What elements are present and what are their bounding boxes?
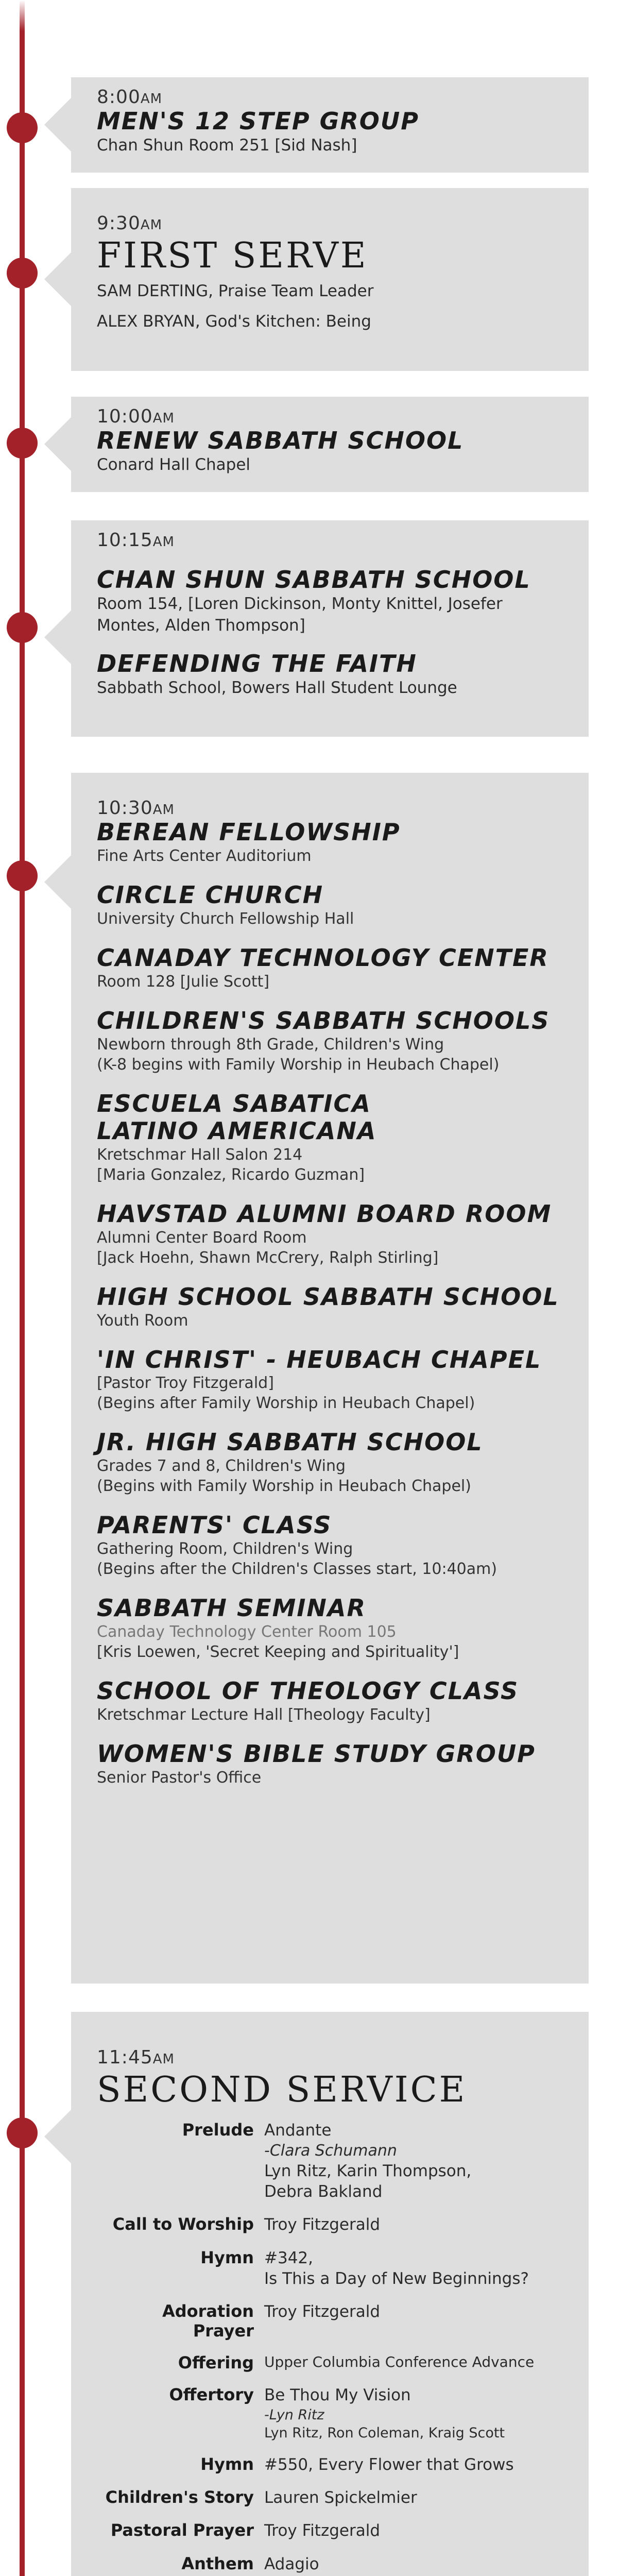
event-detail: Grades 7 and 8, Children's Wing (97, 1457, 346, 1476)
event-detail: Kretschmar Hall Salon 214 (97, 1145, 303, 1164)
order-label: Offering (178, 2353, 254, 2373)
event-detail: (Begins after Family Worship in Heubach Chapel) (97, 1394, 475, 1413)
order-value: Lauren Spickelmier (264, 2488, 417, 2507)
event-detail: [Pastor Troy Fitzgerald] (97, 1374, 274, 1393)
order-value: Troy Fitzgerald (264, 2302, 381, 2321)
event-detail: Chan Shun Room 251 [Sid Nash] (97, 136, 357, 155)
event-detail: Kretschmar Lecture Hall [Theology Faculty] (97, 1705, 431, 1724)
event-detail: [Maria Gonzalez, Ricardo Guzman] (97, 1165, 365, 1184)
event-title: 'IN CHRIST' - HEUBACH CHAPEL (97, 1345, 542, 1374)
schedule-card-1030am (71, 773, 589, 1984)
event-title: ESCUELA SABATICA (97, 1089, 371, 1117)
order-of-service (97, 2120, 568, 2576)
event-detail: [Kris Loewen, 'Secret Keeping and Spirituality'] (97, 1643, 459, 1662)
timeline-dot (7, 612, 38, 643)
event-detail: Senior Pastor's Office (97, 1768, 262, 1787)
order-value: Troy Fitzgerald (264, 2215, 381, 2234)
order-label: Anthem (181, 2553, 254, 2573)
event-title: CHAN SHUN SABBATH SCHOOL (97, 566, 531, 594)
schedule-card-1015am (71, 520, 589, 737)
order-value: Adagio (264, 2554, 319, 2573)
schedule-card-1145am (71, 2012, 589, 2576)
event-detail: (K-8 begins with Family Worship in Heubach Chapel) (97, 1055, 500, 1074)
event-detail: Canaday Technology Center Room 105 (97, 1623, 397, 1641)
order-value: Andante -Clara Schumann Lyn Ritz, Karin Thompson, Debra Bakland (264, 2121, 472, 2201)
event-title: DEFENDING THE FAITH (97, 649, 417, 677)
order-value: Be Thou My Vision -Lyn Ritz Lyn Ritz, Ron Coleman, Kraig Scott (264, 2386, 505, 2441)
event-detail: Youth Room (97, 1311, 188, 1330)
event-detail: Fine Arts Center Auditorium (97, 847, 312, 866)
event-title: CANADAY TECHNOLOGY CENTER (97, 944, 549, 972)
timeline-dot (7, 2117, 38, 2148)
schedule-card-930am (71, 188, 589, 371)
event-title: JR. HIGH SABBATH SCHOOL (97, 1428, 483, 1456)
time-label: 8:00AM (97, 87, 163, 108)
order-label: Prelude (182, 2120, 254, 2140)
event-detail: SAM DERTING, Praise Team Leader (97, 281, 374, 300)
order-value: #342, Is This a Day of New Beginnings? (264, 2248, 529, 2289)
event-title: PARENTS' CLASS (97, 1511, 332, 1539)
timeline-dot (7, 860, 38, 891)
time-label: 9:30AM (97, 213, 163, 234)
event-detail: [Jack Hoehn, Shawn McCrery, Ralph Stirling] (97, 1248, 439, 1267)
order-label: Children's Story (105, 2487, 254, 2507)
event-detail: Newborn through 8th Grade, Children's Wing (97, 1035, 444, 1054)
event-detail: Alumni Center Board Room (97, 1228, 307, 1247)
event-title: HIGH SCHOOL SABBATH SCHOOL (97, 1282, 559, 1311)
event-title: FIRST SERVE (97, 235, 368, 277)
event-detail: (Begins after the Children's Classes start, 10:40am) (97, 1560, 497, 1579)
timeline-dot (7, 258, 38, 289)
timeline-line (20, 0, 25, 2576)
event-title: WOMEN'S BIBLE STUDY GROUP (97, 1739, 536, 1768)
order-label: Pastoral Prayer (110, 2520, 254, 2540)
event-title: SABBATH SEMINAR (97, 1594, 366, 1622)
order-label: Offertory (169, 2385, 254, 2405)
order-label: Call to Worship (112, 2214, 254, 2234)
timeline-fade (20, 0, 25, 31)
order-value: Troy Fitzgerald (264, 2521, 381, 2540)
timeline-dot (7, 428, 38, 459)
event-title: SECOND SERVICE (97, 2070, 467, 2111)
event-title: SCHOOL OF THEOLOGY CLASS (97, 1677, 519, 1705)
order-label: Hymn (200, 2454, 254, 2474)
event-detail: University Church Fellowship Hall (97, 910, 354, 928)
order-label: Hymn (200, 2247, 254, 2267)
event-detail: Room 128 [Julie Scott] (97, 973, 270, 991)
timeline-dot (7, 112, 38, 143)
event-detail: Gathering Room, Children's Wing (97, 1540, 353, 1558)
time-label: 10:30AM (97, 798, 175, 819)
schedule-card-10am (71, 397, 589, 492)
event-title: MEN'S 12 STEP GROUP (97, 107, 419, 135)
event-title: RENEW SABBATH SCHOOL (97, 427, 464, 455)
schedule-card-8am (71, 77, 589, 173)
time-label: 11:45AM (97, 2047, 175, 2068)
event-detail: Sabbath School, Bowers Hall Student Lounge (97, 678, 457, 697)
order-label: Adoration Prayer (162, 2301, 254, 2341)
event-title: BEREAN FELLOWSHIP (97, 818, 401, 846)
order-value: Upper Columbia Conference Advance (264, 2353, 535, 2371)
event-detail: (Begins with Family Worship in Heubach Chapel) (97, 1477, 471, 1496)
order-value: #550, Every Flower that Grows (264, 2455, 514, 2474)
event-title: HAVSTAD ALUMNI BOARD ROOM (97, 1199, 552, 1228)
event-detail: Room 154, [Loren Dickinson, Monty Knittel, Josefer Montes, Alden Thompson] (97, 595, 503, 635)
event-title: CIRCLE CHURCH (97, 881, 324, 909)
time-label: 10:15AM (97, 530, 175, 551)
event-title: CHILDREN'S SABBATH SCHOOLS (97, 1007, 550, 1035)
time-label: 10:00AM (97, 406, 175, 427)
event-detail: Conard Hall Chapel (97, 455, 251, 474)
event-title: LATINO AMERICANA (97, 1116, 377, 1145)
event-detail: ALEX BRYAN, God's Kitchen: Being (97, 312, 371, 331)
